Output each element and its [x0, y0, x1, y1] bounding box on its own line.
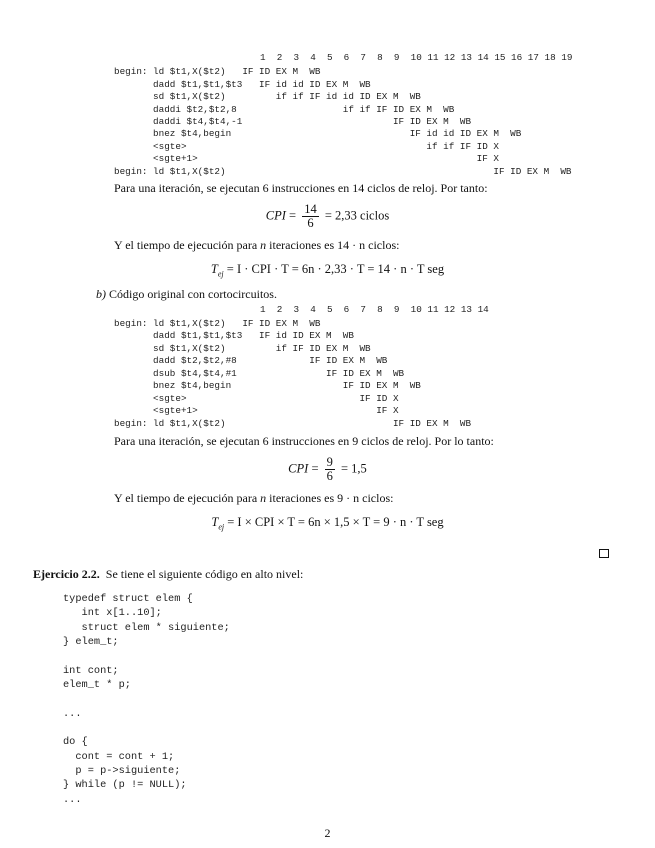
code-line: p = p->siguiente;: [63, 765, 181, 777]
exercise-text: Se tiene el siguiente código en alto nivel:: [105, 567, 304, 581]
time-subscript: ej: [217, 269, 224, 279]
cpi-formula-b: CPI = $\frac{9}{6}$ = 1,5: [288, 455, 367, 483]
part-b-heading: [96, 288, 277, 300]
time-text-pre: Y el tiempo de ejecución para: [114, 238, 258, 252]
exercise-label: Ejercicio 2.2.: [33, 567, 100, 581]
code-line: typedef struct elem {: [63, 593, 193, 605]
code-line: int cont;: [63, 665, 119, 677]
fraction-numerator: 14: [304, 202, 317, 216]
time-text-pre: Y el tiempo de ejecución para: [114, 491, 258, 505]
cpi-result: = 2,33 ciclos: [324, 208, 390, 223]
pipeline-b-row: dadd $t1,$t1,$t3 IF id ID EX M WB: [114, 330, 354, 341]
code-line: struct elem * siguiente;: [63, 622, 230, 634]
code-line: do {: [63, 736, 88, 748]
time-symbol: T: [210, 262, 218, 276]
code-line: int x[1..10];: [63, 607, 162, 619]
pipeline-a-row: begin: ld $t1,X($t2) IF ID EX M WB: [114, 66, 321, 77]
pipeline-a-summary: Para una iteración, se ejecutan 6 instrucciones en 14 ciclos de reloj. Por tanto:: [114, 181, 488, 195]
time-text-n: n: [260, 238, 267, 252]
pipeline-a-row: daddi $t4,$t4,-1 IF ID EX M WB: [114, 116, 472, 127]
pipeline-a-row: <sgte+1> IF X: [114, 153, 499, 164]
fraction-denominator: 6: [326, 469, 333, 483]
pipeline-b-row: sd $t1,X($t2) if IF ID EX M WB: [114, 343, 371, 354]
cpi-fraction: [302, 203, 319, 230]
pipeline-b-row: begin: ld $t1,X($t2) IF ID EX M WB: [114, 418, 472, 429]
cpi-label: CPI: [288, 461, 309, 476]
pipeline-b-row: <sgte> IF ID X: [114, 393, 399, 404]
page-number: 2: [324, 826, 331, 840]
time-formula-b: [0, 515, 655, 532]
pipeline-a-row: bnez $t4,begin IF id id ID EX M WB: [114, 128, 522, 139]
code-line: elem_t * p;: [63, 679, 131, 691]
time-formula-expr: = I × CPI × T = 6n × 1,5 × T = 9 · n · T seg: [227, 515, 444, 529]
time-text-post: iteraciones es 9 · n ciclos:: [269, 491, 394, 505]
pipeline-b-row: dadd $t2,$t2,#8 IF ID EX M WB: [114, 355, 388, 366]
part-b-title: Código original con cortocircuitos.: [109, 287, 277, 301]
time-formula-expr: = I · CPI · T = 6n · 2,33 · T = 14 · n · T seg: [226, 262, 445, 276]
part-b-label: b): [96, 287, 106, 301]
time-symbol: T: [211, 515, 219, 529]
code-line: ...: [63, 794, 82, 806]
pipeline-a-row: dadd $t1,$t1,$t3 IF id id ID EX M WB: [114, 79, 371, 90]
time-text-b: [114, 492, 393, 504]
code-line: } elem_t;: [63, 636, 119, 648]
qed-square-icon: [599, 549, 609, 558]
cpi-formula-a: CPI = $\frac{14}{6}$ = 2,33 ciclos: [265, 202, 390, 230]
pipeline-b-row: begin: ld $t1,X($t2) IF ID EX M WB: [114, 318, 321, 329]
pipeline-b-header: 1 2 3 4 5 6 7 8 9 10 11 12 13 14: [260, 304, 489, 315]
pipeline-b-row: <sgte+1> IF X: [114, 405, 399, 416]
code-line: ...: [63, 708, 82, 720]
cpi-label: CPI: [265, 208, 286, 223]
pipeline-a-row: sd $t1,X($t2) if if IF id id ID EX M WB: [114, 91, 421, 102]
pipeline-b-row: bnez $t4,begin IF ID EX M WB: [114, 380, 421, 391]
pipeline-a-header: 1 2 3 4 5 6 7 8 9 10 11 12 13 14 15 16 17 18 19: [260, 52, 573, 63]
time-formula-a: [0, 262, 655, 279]
code-line: } while (p != NULL);: [63, 779, 187, 791]
fraction-denominator: 6: [307, 216, 314, 230]
cpi-result: = 1,5: [341, 461, 367, 476]
pipeline-b-summary: Para una iteración, se ejecutan 6 instrucciones en 9 ciclos de reloj. Por lo tanto:: [114, 434, 494, 448]
code-line: cont = cont + 1;: [63, 751, 175, 763]
pipeline-a-row: begin: ld $t1,X($t2) IF ID EX M WB: [114, 166, 572, 177]
time-subscript: ej: [218, 522, 225, 532]
pipeline-a-row: daddi $t2,$t2,8 if if IF ID EX M WB: [114, 104, 455, 115]
time-text-n: n: [260, 491, 267, 505]
pipeline-a-row: <sgte> if if IF ID X: [114, 141, 499, 152]
cpi-fraction: [325, 456, 335, 483]
pipeline-b-row: dsub $t4,$t4,#1 IF ID EX M WB: [114, 368, 405, 379]
time-text-post: iteraciones es 14 · n ciclos:: [269, 238, 400, 252]
fraction-numerator: 9: [326, 455, 333, 469]
time-text-a: [114, 239, 399, 251]
exercise-heading: [33, 568, 303, 580]
